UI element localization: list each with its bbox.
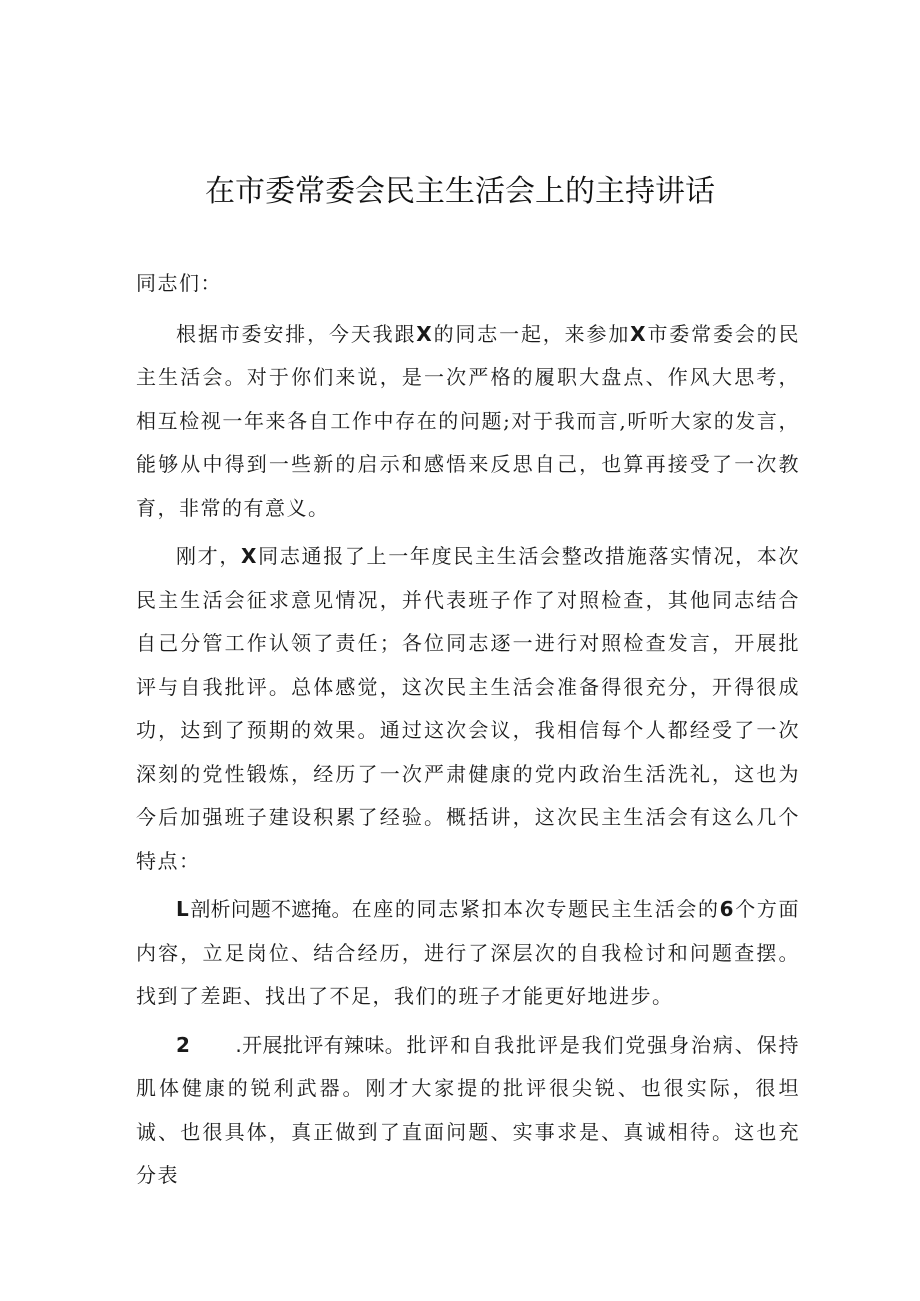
document-title: 在市委常委会民主生活会上的主持讲话 bbox=[205, 174, 715, 209]
document-body bbox=[136, 262, 800, 1198]
paragraph-4 bbox=[136, 1024, 800, 1198]
p1-text-c: 市委常委会的民主生活会。对于你们来说，是一次严格的履职大盘点、作风大思考，相互检视一年来各自工作中存在的问题;对于我而言,听听大家的发言，能够从中得到一些新的启示和感悟来反思自己，也算再接受了一次教育，非常的有意义。 bbox=[136, 321, 801, 520]
p4-heading: .开展批评有辣味 bbox=[235, 1032, 385, 1057]
p1-text-a: 根据市委安排，今天我跟 bbox=[176, 321, 417, 346]
p2-text-a: 刚才， bbox=[176, 544, 242, 568]
paragraph-1 bbox=[136, 313, 800, 531]
p3-number-six: 6 bbox=[719, 897, 736, 921]
p3-item-number: L bbox=[176, 897, 191, 921]
p4-item-number: 2 bbox=[176, 1032, 192, 1057]
p3-text-a: 在座的同志紧扣本次专题民主生活会的 bbox=[351, 897, 720, 921]
p1-text-b: 的同志一起，来参加 bbox=[433, 321, 631, 346]
paragraph-2 bbox=[136, 535, 800, 883]
p3-text-b: 个方面内容，立足岗位、结合经历，进行了深层次的自我检讨和问题查摆。找到了差距、找出了不足，我们的班子才能更好地进步。 bbox=[136, 897, 801, 1008]
p1-placeholder-x2: X bbox=[630, 321, 648, 346]
paragraph-3 bbox=[136, 888, 800, 1019]
salutation: 同志们： bbox=[136, 271, 222, 295]
p3-heading: 剖析问题不遮掩。 bbox=[190, 897, 352, 921]
p1-placeholder-x1: X bbox=[416, 321, 434, 346]
p2-text-b: 同志通报了上一年度民主生活会整改措施落实情况，本次民主生活会征求意见情况，并代表班子作了对照检查，其他同志结合自己分管工作认领了责任；各位同志逐一进行对照检查发言，开展批评与自我批评。总体感觉，这次民主生活会准备得很充分，开得很成功，达到了预期的效果。通过这次会议，我相信每个人都经受了一次深刻的党性锻炼，经历了一次严肃健康的党内政治生活洗礼，这也为今后加强班子建设积累了经验。概括讲，这次民主生活会有这么几个特点： bbox=[136, 544, 801, 873]
p2-placeholder-x: X bbox=[241, 544, 258, 568]
p4-text-a: 。批评和自我批评是我们党强身治病、保持肌体健康的锐利武器。刚才大家提的批评很尖锐、也很实际，很坦诚、也很具体，真正做到了直面问题、实事求是、真诚相待。这也充分表 bbox=[136, 1032, 801, 1187]
